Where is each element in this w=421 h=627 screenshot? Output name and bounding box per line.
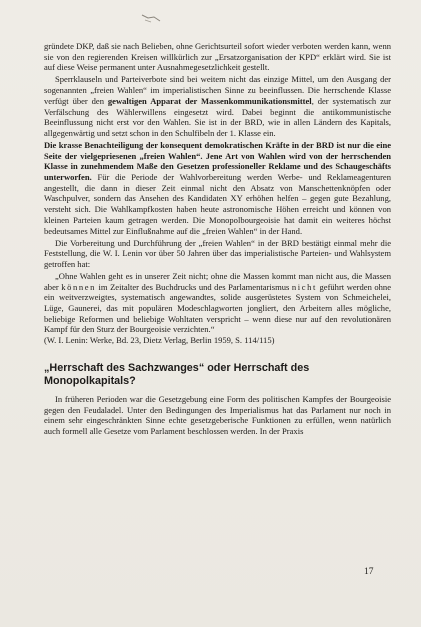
scan-mark-icon [140, 12, 162, 24]
paragraph-text: , der systematisch zur Verfälschung des Wählerwillens eingesetzt wird. Dabei beginnt die antikommunistische Beeinflussung nicht erst vor den Wahlen. Sie ist in der BRD, wie in allen Ländern des Kapitals, allgegenwärtig und setzt schon in den Schulfibeln der 1. Klasse ein. [44, 95, 391, 138]
paragraph [44, 74, 391, 138]
paragraph [44, 394, 391, 437]
lenin-quote [44, 271, 391, 346]
paragraph [44, 140, 391, 236]
paragraph-text: In früheren Perioden war die Gesetzgebung eine Form des politischen Kampfes der Bourgeoisie gegen den Feudaladel. Unter den Bedingungen des Imperialismus hat das Parlament nur noch in einem sehr eingeschränkten Sinne echte gesetzgeberische Funktionen zu erfüllen, wenn natürlich auch formell alle Gesetze vom Parlament beschlossen werden. In der Praxis [44, 393, 391, 437]
quote-text: „Ohne Wahlen geht es in unserer Zeit nicht; ohne die Massen kommt man nicht aus, die Massen aber [44, 270, 391, 292]
page-text [44, 41, 391, 437]
quote-citation: (W. I. Lenin: Werke, Bd. 23, Dietz Verlag, Berlin 1959, S. 114/115) [44, 335, 275, 346]
quote-emphasis: nicht [291, 281, 317, 292]
section-heading: „Herrschaft des Sachzwanges“ oder Herrschaft des Monopolkapitals? [44, 361, 310, 387]
quote-emphasis: können [61, 281, 96, 292]
bold-phrase: Die krasse Benachteiligung der konsequent demokratischen Kräfte in der BRD ist nur die eine Seite der vielgepriesenen „freien Wahlen“. Jene Art von Wahlen wird von der herrschenden Klasse in zunehmendem Maße den Gesetzen professioneller Reklame und des Schaugeschäfts unterworfen. [44, 139, 391, 182]
page-number: 17 [364, 567, 374, 577]
quote-text: geführt werden ohne ein weitverzweigtes, systematisch angewandtes, solide ausgerüstetes System von Schmeichelei, Lüge, Gaunerei, das mit populären Modeschlagworten jongliert, den Arbeitern alles mögliche, beliebige Reformen und beliebige Wohltaten verspricht – wenn diese nur auf den revolutionären Kampf für den Sturz der Bourgeoisie verzichten.“ [44, 281, 391, 335]
paragraph-text: gründete DKP, daß sie nach Belieben, ohne Gerichtsurteil sofort wieder verboten werden kann, wenn sie von den regierenden Kreisen willkürlich zur „Ersatzorganisation der KPD“ erklärt wird. Sie ist auf diese Weise permanent unter Ausnahmegesetzlichkeit gestellt. [44, 41, 391, 73]
paragraph-text: Sperrklauseln und Parteiverbote sind bei weitem nicht das einzige Mittel, um den Ausgang der sogenannten „freien Wahlen“ im imperialistischen Sinne zu beeinflussen. Die herrschende Klasse verfügt über den [44, 74, 391, 106]
paragraph [44, 238, 391, 270]
paragraph-text: Für die Periode der Wahlvorbereitung werden Werbe- und Reklameagenturen angestellt, die dann in dieser Zeit einmal nicht den Absatz von Manschettenknöpfen oder Waschpulver, sondern das Ansehen des Kandidaten XY erhöhen helfen – gegen gute Bezahlung, versteht sich. Die Wahlkampfkosten haben heute astronomische Höhen erreicht und können von kleinen Parteien kaum getragen werden. Die Monopolbourgeoisie hat damit ein weiteres höchst bedeutsames Mittel zur Einflußnahme auf die „freien Wahlen“ in der Hand. [44, 172, 391, 236]
quote-text: im Zeitalter des Buchdrucks und des Parlamentarismus [96, 281, 292, 292]
paragraph-text: Die Vorbereitung und Durchführung der „freien Wahlen“ in der BRD bestätigt einmal mehr die Feststellung, die W. I. Lenin vor über 50 Jahren über das imperialistische Parteien- und Wahlsystem getroffen hat: [44, 237, 391, 269]
paragraph [44, 41, 391, 73]
bold-phrase: gewaltigen Apparat der Massenkommunikationsmittel [107, 95, 312, 106]
